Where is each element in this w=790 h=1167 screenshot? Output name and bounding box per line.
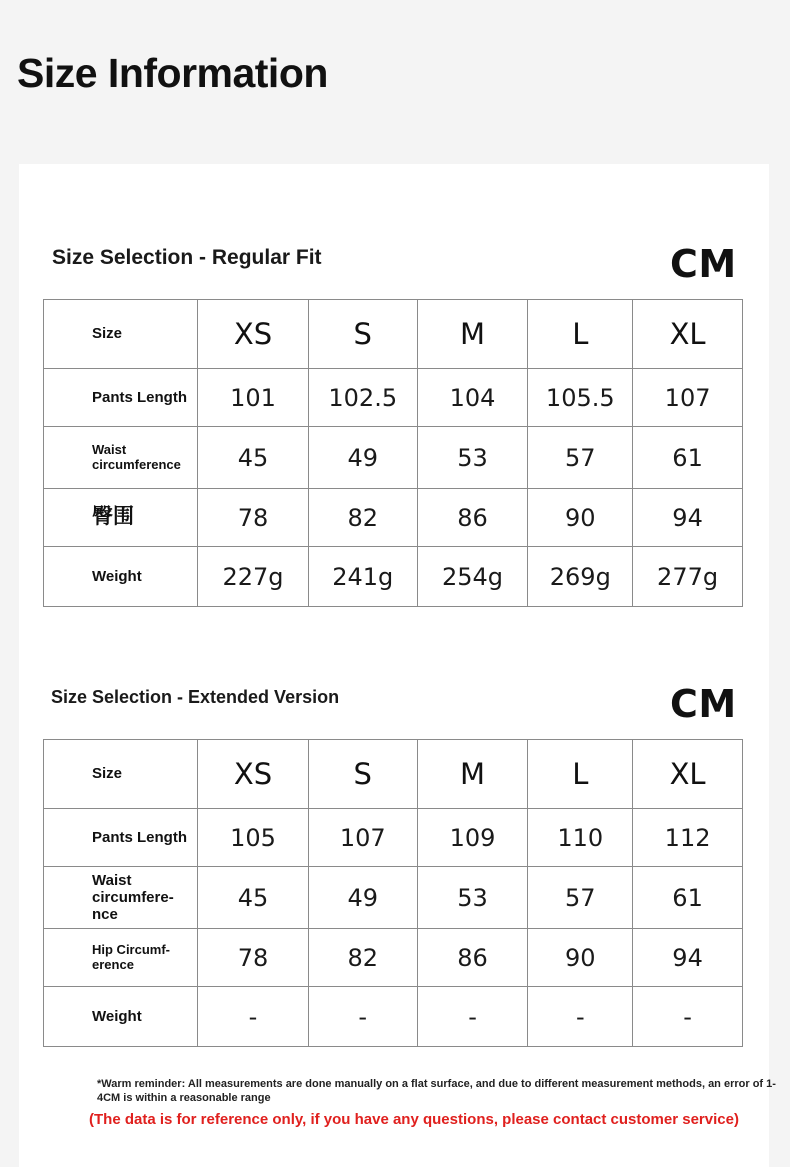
value-cell: 78 xyxy=(198,489,309,547)
value-cell: 86 xyxy=(417,489,528,547)
size-cell: XL xyxy=(633,740,743,809)
table-row-size xyxy=(44,740,743,809)
page-title: Size Information xyxy=(17,50,328,96)
reference-disclaimer: (The data is for reference only, if you have any questions, please contact customer service) xyxy=(89,1111,739,1128)
table-row-pants-length xyxy=(44,369,743,427)
value-cell: 102.5 xyxy=(308,369,417,427)
size-cell: XS xyxy=(198,740,309,809)
value-cell: 112 xyxy=(633,809,743,867)
row-label: Weight xyxy=(44,547,198,607)
value-cell: - xyxy=(308,987,417,1047)
row-label: Waist circumfere-nce xyxy=(44,867,198,929)
value-cell: 241g xyxy=(308,547,417,607)
size-cell: XS xyxy=(198,300,309,369)
value-cell: 82 xyxy=(308,929,417,987)
value-cell: - xyxy=(198,987,309,1047)
table-row-waist xyxy=(44,427,743,489)
value-cell: - xyxy=(417,987,528,1047)
extended-version-title: Size Selection - Extended Version xyxy=(51,687,340,707)
value-cell: 105.5 xyxy=(528,369,633,427)
row-label: Weight xyxy=(44,987,198,1047)
value-cell: 45 xyxy=(198,427,309,489)
value-cell: 49 xyxy=(308,427,417,489)
value-cell: 107 xyxy=(308,809,417,867)
row-label: Pants Length xyxy=(44,809,198,867)
value-cell: 90 xyxy=(528,489,633,547)
value-cell: 107 xyxy=(633,369,743,427)
regular-fit-table xyxy=(43,299,743,607)
extended-unit-label: CM xyxy=(670,682,737,726)
value-cell: 53 xyxy=(417,427,528,489)
value-cell: 86 xyxy=(417,929,528,987)
table-row-hip xyxy=(44,489,743,547)
row-label: Hip Circumf-erence xyxy=(44,929,198,987)
table-row-weight xyxy=(44,987,743,1047)
value-cell: - xyxy=(633,987,743,1047)
value-cell: - xyxy=(528,987,633,1047)
value-cell: 94 xyxy=(633,489,743,547)
table-row-size xyxy=(44,300,743,369)
size-cell: L xyxy=(528,740,633,809)
size-cell: XL xyxy=(633,300,743,369)
regular-unit-label: CM xyxy=(670,242,737,286)
value-cell: 277g xyxy=(633,547,743,607)
size-cell: S xyxy=(308,300,417,369)
size-cell: M xyxy=(417,740,528,809)
table-row-pants-length xyxy=(44,809,743,867)
regular-fit-title: Size Selection - Regular Fit xyxy=(52,246,322,269)
value-cell: 90 xyxy=(528,929,633,987)
value-cell: 57 xyxy=(528,867,633,929)
value-cell: 61 xyxy=(633,867,743,929)
value-cell: 101 xyxy=(198,369,309,427)
value-cell: 269g xyxy=(528,547,633,607)
value-cell: 53 xyxy=(417,867,528,929)
value-cell: 104 xyxy=(417,369,528,427)
value-cell: 94 xyxy=(633,929,743,987)
warm-reminder-note: *Warm reminder: All measurements are done manually on a flat surface, and due to different measurement methods, an error of 1-4CM is within a reasonable range xyxy=(97,1078,776,1105)
value-cell: 254g xyxy=(417,547,528,607)
row-label: Size xyxy=(44,300,198,369)
value-cell: 105 xyxy=(198,809,309,867)
value-cell: 227g xyxy=(198,547,309,607)
extended-version-table xyxy=(43,739,743,1047)
value-cell: 61 xyxy=(633,427,743,489)
value-cell: 110 xyxy=(528,809,633,867)
table-row-waist xyxy=(44,867,743,929)
table-row-weight xyxy=(44,547,743,607)
value-cell: 109 xyxy=(417,809,528,867)
row-label: Size xyxy=(44,740,198,809)
table-row-hip xyxy=(44,929,743,987)
size-cell: M xyxy=(417,300,528,369)
row-label: Pants Length xyxy=(44,369,198,427)
row-label: Waist circumference xyxy=(44,427,198,489)
value-cell: 49 xyxy=(308,867,417,929)
value-cell: 78 xyxy=(198,929,309,987)
value-cell: 82 xyxy=(308,489,417,547)
size-card xyxy=(19,164,776,1167)
size-cell: S xyxy=(308,740,417,809)
row-label: 臀围 xyxy=(44,489,198,547)
value-cell: 45 xyxy=(198,867,309,929)
value-cell: 57 xyxy=(528,427,633,489)
size-cell: L xyxy=(528,300,633,369)
